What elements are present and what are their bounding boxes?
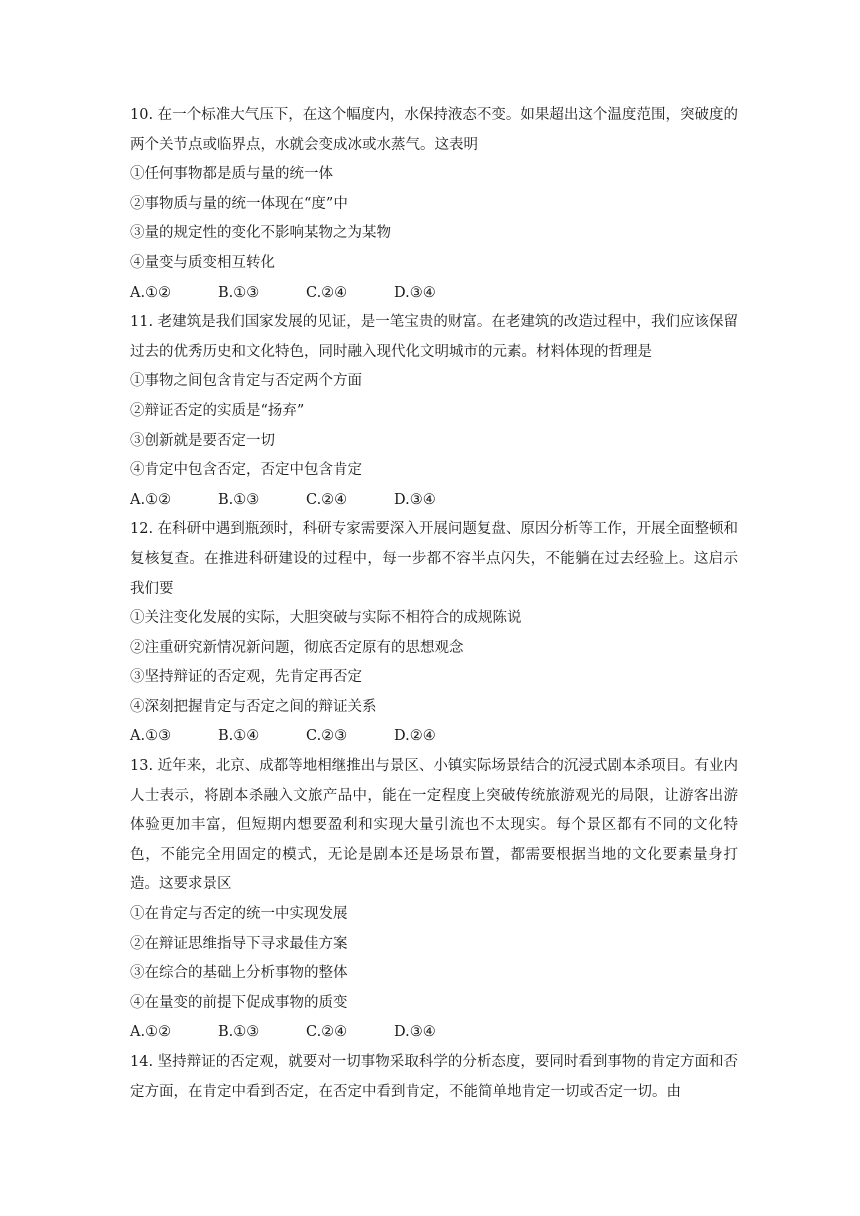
choice-d: D.③④ — [394, 1024, 436, 1041]
choice-c: C.②③ — [306, 728, 348, 745]
option-4: ④在量变的前提下促成事物的质变 — [130, 994, 348, 1011]
choice-d: D.②④ — [394, 728, 436, 745]
choice-a: A.①② — [130, 1024, 172, 1041]
option-4: ④量变与质变相互转化 — [130, 254, 275, 271]
option-3: ③量的规定性的变化不影响某物之为某物 — [130, 225, 391, 242]
option-2: ②在辩证思维指导下寻求最佳方案 — [130, 935, 348, 952]
answer-choices — [130, 722, 738, 752]
answer-choices — [130, 1018, 738, 1048]
question-11 — [130, 308, 738, 515]
choice-c: C.②④ — [306, 1024, 348, 1041]
option-2: ②注重研究新情况新问题，彻底否定原有的思想观念 — [130, 639, 464, 656]
choice-a: A.①② — [130, 491, 172, 508]
option-3: ③坚持辩证的否定观，先肯定再否定 — [130, 669, 362, 686]
answer-choices — [130, 279, 738, 309]
choice-b: B.①④ — [218, 728, 260, 745]
choice-d: D.③④ — [394, 491, 436, 508]
choice-b: B.①③ — [218, 284, 260, 301]
option-4: ④肯定中包含否定，否定中包含肯定 — [130, 462, 362, 479]
option-4: ④深刻把握肯定与否定之间的辩证关系 — [130, 698, 377, 715]
option-1: ①任何事物都是质与量的统一体 — [130, 166, 333, 183]
question-10 — [130, 101, 738, 308]
question-stem: 11. 老建筑是我们国家发展的见证，是一笔宝贵的财富。在老建筑的改造过程中，我们应该保留过去的优秀历史和文化特色，同时融入现代化文明城市的元素。材料体现的哲理是 — [130, 314, 738, 360]
option-3: ③在综合的基础上分析事物的整体 — [130, 965, 348, 982]
question-14 — [130, 1048, 738, 1107]
choice-a: A.①② — [130, 284, 172, 301]
choice-c: C.②④ — [306, 284, 348, 301]
choice-c: C.②④ — [306, 491, 348, 508]
question-stem: 14. 坚持辩证的否定观，就要对一切事物采取科学的分析态度，要同时看到事物的肯定方面和否定方面，在肯定中看到否定，在否定中看到肯定，不能简单地肯定一切或否定一切。由 — [130, 1054, 738, 1100]
answer-choices — [130, 486, 738, 516]
choice-d: D.③④ — [394, 284, 436, 301]
option-2: ②事物质与量的统一体现在“度”中 — [130, 195, 348, 212]
choice-b: B.①③ — [218, 491, 260, 508]
question-13 — [130, 752, 738, 1048]
choice-b: B.①③ — [218, 1024, 260, 1041]
question-list — [130, 101, 738, 1107]
option-1: ①关注变化发展的实际，大胆突破与实际不相符合的成规陈说 — [130, 610, 522, 627]
question-stem: 10. 在一个标准大气压下，在这个幅度内，水保持液态不变。如果超出这个温度范围，突破度的两个关节点或临界点，水就会变成冰或水蒸气。这表明 — [130, 107, 738, 153]
option-2: ②辩证否定的实质是“扬弃” — [130, 402, 305, 419]
choice-a: A.①③ — [130, 728, 172, 745]
option-1: ①在肯定与否定的统一中实现发展 — [130, 906, 348, 923]
question-stem: 12. 在科研中遇到瓶颈时，科研专家需要深入开展问题复盘、原因分析等工作，开展全面整顿和复核复查。在推进科研建设的过程中，每一步都不容半点闪失，不能躺在过去经验上。这启示我们要 — [130, 521, 738, 597]
question-12 — [130, 515, 738, 752]
option-3: ③创新就是要否定一切 — [130, 432, 275, 449]
question-stem: 13. 近年来，北京、成都等地相继推出与景区、小镇实际场景结合的沉浸式剧本杀项目。有业内人士表示，将剧本杀融入文旅产品中，能在一定程度上突破传统旅游观光的局限，让游客出游体验更加丰富，但短期内想要盈利和实现大量引流也不太现实。每个景区都有不同的文化特色，不能完全用固定的模式，无论是剧本还是场景布置，都需要根据当地的文化要素量身打造。这要求景区 — [130, 758, 738, 893]
option-1: ①事物之间包含肯定与否定两个方面 — [130, 373, 362, 390]
